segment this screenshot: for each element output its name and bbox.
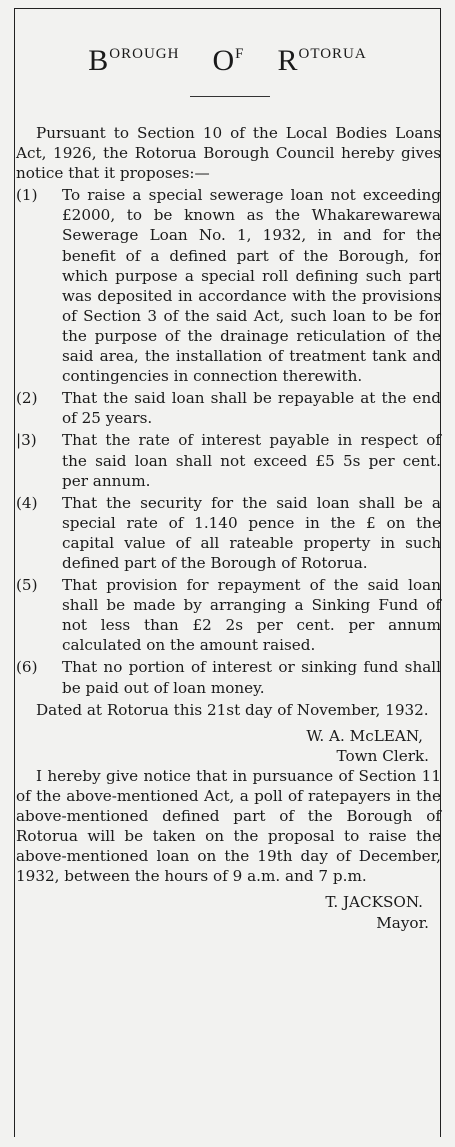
title-word-borough: BOROUGH bbox=[88, 44, 180, 77]
list-item bbox=[16, 388, 441, 428]
clerk-name: W. A. McLEAN, bbox=[306, 726, 423, 745]
item-text: That the said loan shall be repayable at the end of 25 years. bbox=[62, 389, 441, 428]
item-text: That the rate of interest payable in respect of the said loan shall not exceed £5 5s per cent. per annum. bbox=[62, 431, 441, 490]
title-word-rotorua: ROTORUA bbox=[277, 44, 367, 77]
item-text: That no portion of interest or sinking fund shall be paid out of loan money. bbox=[62, 658, 441, 697]
list-item bbox=[16, 430, 441, 490]
notice-title bbox=[0, 44, 455, 78]
item-text: That the security for the said loan shall be a special rate of 1.140 pence in the £ on the capital value of all rateable property in such defined part of the Borough of Rotorua. bbox=[62, 493, 441, 572]
title-word-of: OF bbox=[212, 44, 245, 77]
list-item bbox=[16, 657, 441, 697]
item-number: (4) bbox=[16, 493, 38, 512]
mayor-name: T. JACKSON. bbox=[325, 893, 423, 912]
border-top bbox=[14, 8, 441, 9]
item-text: To raise a special sewerage loan not exceeding £2000, to be known as the Whakarewarewa Sewerage Loan No. 1, 1932, in and for the benefit of a defined part of the Borough, for which purpose a special roll defining such part was deposited in accordance with the provisions of Section 3 of the said Act, such loan to be for the purpose of the drainage reticulation of the said area, the installation of treatment tank and contingencies in connection therewith. bbox=[62, 186, 441, 386]
item-text: That provision for repayment of the said loan shall be made by arranging a Sinking Fund of not less than £2 2s per cent. per annum calculated on the amount raised. bbox=[62, 576, 441, 655]
item-number: (5) bbox=[16, 576, 38, 595]
notice-body bbox=[16, 123, 441, 933]
clerk-title: Town Clerk. bbox=[336, 746, 429, 765]
item-number: |3) bbox=[16, 431, 37, 450]
item-number: (2) bbox=[16, 389, 38, 408]
poll-notice-paragraph: I hereby give notice that in pursuance of Section 11 of the above-mentioned Act, a poll of ratepayers in the above-mentioned defined part of the Borough of Rotorua will be taken on the proposal to raise the above-mentioned loan on the 19th day of December, 1932, between the hours of 9 a.m. and 7 p.m. bbox=[16, 766, 441, 886]
list-item bbox=[16, 493, 441, 573]
item-number: (6) bbox=[16, 658, 38, 677]
intro-paragraph: Pursuant to Section 10 of the Local Bodies Loans Act, 1926, the Rotorua Borough Council hereby gives notice that it proposes:— bbox=[16, 124, 441, 183]
list-item bbox=[16, 185, 441, 386]
title-divider bbox=[190, 96, 270, 97]
border-left bbox=[14, 8, 15, 1137]
list-item bbox=[16, 575, 441, 655]
dated-line: Dated at Rotorua this 21st day of November, 1932. bbox=[36, 700, 429, 719]
mayor-title: Mayor. bbox=[376, 913, 429, 932]
item-number: (1) bbox=[16, 186, 38, 205]
